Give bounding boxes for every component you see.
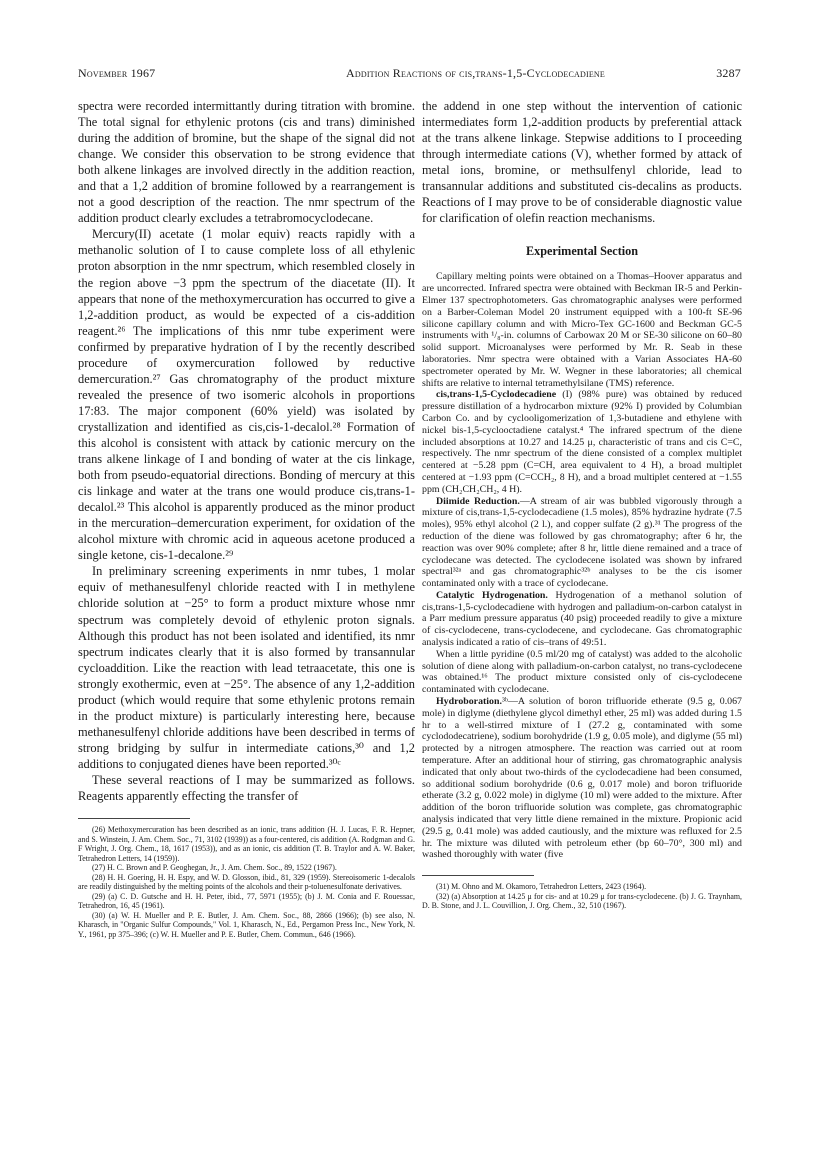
body-paragraph: the addend in one step without the intervention of cationic intermediates form 1,2-addition products by preferential attack at the trans alkene linkage. Stepwise additions to I proceeding through intermediate cations (V), whether formed by attack of metal ions, bromine, or methsulfenyl chloride, lead to transannular additions and substituted cis-decalins as products. Reactions of I may prove to be of considerable diagnostic value for clarification of olefin reaction mechanisms.: [422, 99, 742, 226]
footnote: (30) (a) W. H. Mueller and P. E. Butler, J. Am. Chem. Soc., 88, 2866 (1966); (b) see also, N. Kharasch, in "Organic Sulfur Compounds," Vol. 1, Kharasch, N., Ed., Pergamon Press Inc., New York, N. Y., 1961, pp 375–396; (c) W. H. Mueller and P. E. Butler, Chem. Commun., 646 (1966).: [78, 910, 415, 939]
paragraph-text: —A stream of air was bubbled vigorously through a mixture of cis,trans-1,5-cyclodecadiene (1.5 moles), 85% hydrazine hydrate (7.5 moles), 95% ethyl alcohol (2 l.), and copper sulfate (2 g).³¹ The progress of the reduction of the diene was followed by gas chromatography; after 6 hr, the reaction was over 90% complete; after 8 hr, little diene remained and a trace of cyclodecane was detected. The cyclodecene isolated was shown by infrared spectral³²ᵃ and gas chromatographic³²ᵇ analyses to be the cis isomer contaminated only with a trace of cyclodecane.: [422, 495, 742, 590]
footnote: (31) M. Ohno and M. Okamoro, Tetrahedron Letters, 2423 (1964).: [436, 882, 647, 892]
paragraph-heading: Diimide Reduction.: [436, 495, 520, 507]
right-column: [422, 98, 742, 911]
experimental-paragraph: Capillary melting points were obtained on a Thomas–Hoover apparatus and are uncorrected. Infrared spectra were obtained with Beckman IR-5 and Perkin-Elmer 137 spectrophotometers. Gas chromatographic analyses were performed on a Barber-Coleman Model 20 instrument equipped with a 100-ft SE-96 silicone capillary column and with Micro-Tex GC-1600 and Beckman GC-5 instruments with ¹/₈-in. columns of Carbowax 20 M or SE-30 silicone on 60–80 solid support. Microanalyses were performed by Mr. R. Seab in these laboratories. Nmr spectra were obtained with a Varian Associates HA-60 spectrometer operated by Mr. W. Wegner in these laboratories; all chemical shifts are relative to internal tetramethylsilane (TMS) reference.: [422, 271, 742, 389]
footnote: (29) (a) C. D. Gutsche and H. H. Peter, ibid., 77, 5971 (1955); (b) J. M. Conia and F. Rouessac, Tetrahedron, 16, 45 (1961).: [78, 891, 415, 911]
paragraph-text: (I) (98% pure) was obtained by reduced pressure distillation of a hydrocarbon mixture (92% I) provided by Columbian Carbon Co. and by cyclooligomerization of 1,3-butadiene and ethylene with nickel bis-1,5-cyclooctadiene catalyst.⁴ The infrared spectrum of the diene included absorptions at 10.27 and 14.25 μ, characteristic of trans and cis C=C, respectively. The nmr spectrum of the diene consisted of a complex multiplet centered at −5.28 ppm (C=CH, area equivalent to 4 H), a broad multiplet centered at −1.93 ppm (C=CCH₂, 8 H), and a broad multiplet centered at −1.55 ppm (CH₂CH₂CH₂, 4 H).: [422, 389, 742, 495]
experimental-paragraph: [422, 696, 742, 861]
paragraph-heading: Catalytic Hydrogenation.: [436, 589, 548, 601]
experimental-paragraph: [422, 389, 742, 495]
header-date: November 1967: [78, 66, 156, 80]
header-title: Addition Reactions of cis,trans-1,5-Cyclodecadiene: [346, 66, 605, 80]
footnote: (28) H. H. Goering, H. H. Espy, and W. D. Glosson, ibid., 81, 329 (1959). Stereoisomeric 1-decalols are readily distinguished by the melting points of the alcohols and their p-toluenesulfonate derivatives.: [78, 872, 415, 892]
body-paragraph: These several reactions of I may be summarized as follows. Reagents apparently effecting the transfer of: [78, 772, 415, 804]
footnote: (26) Methoxymercuration has been described as an ionic, trans addition (H. J. Lucas, F. R. Hepner, and S. Winstein, J. Am. Chem. Soc., 71, 3102 (1939)) as a four-centered, cis addition (A. Rodgman and G. F Wright, J. Org. Chem., 18, 1617 (1953)), and as an ionic, cis addition (T. B. Traylor and A. W. Baker, Tetrahedron Letters, 14 (1959)).: [78, 825, 415, 863]
footnote: (32) (a) Absorption at 14.25 μ for cis- and at 10.29 μ for trans-cyclodecene. (b) J. G. Traynham, D. B. Stone, and J. L. Couvillion, J. Org. Chem., 32, 510 (1967).: [422, 891, 742, 911]
page-number: 3287: [716, 66, 741, 80]
experimental-paragraph: When a little pyridine (0.5 ml/20 mg of catalyst) was added to the alcoholic solution of diene along with palladium-on-carbon catalyst, no trans-cyclodecene was obtained.¹⁶ The product mixture consisted only of cis-cyclodecene contaminated with cyclodecane.: [422, 648, 742, 696]
paragraph-text: Hydrogenation of a methanol solution of cis,trans-1,5-cyclodecadiene with hydrogen and palladium-on-carbon catalyst in a Parr medium pressure apparatus (40 psig) proceeded readily to give a mixture of cis-cyclodecene, trans-cyclodecene, and cyclodecane. Gas chromatographic analysis indicated a ratio of cis–trans of 49:51.: [422, 589, 742, 649]
left-column: [78, 98, 415, 939]
experimental-paragraph: [422, 590, 742, 649]
paragraph-text: ³ᵇ—A solution of boron trifluoride etherate (9.5 g, 0.067 mole) in diglyme (diethylene glycol dimethyl ether, 25 ml) was added during 1.5 hr to a well-stirred mixture of I (27.2 g, contaminated with some cyclododecatriene), sodium borohydride (1.9 g, 0.05 mole), and diglyme (55 ml) protected by a nitrogen atmosphere. The reaction was carried out at room temperature. After an additional hour of stirring, gas chromatographic analysis indicated that only about two-thirds of the cyclodecadiene had been consumed, so additional sodium borohydride (0.6 g, 0.017 mole) and boron trifluoride etherate (3.2 g, 0.022 mole) in diglyme (10 ml) were added to the mixture. After addition of the boron trifluoride solution was complete, gas chromatographic analysis indicated that very little diene remained in the mixture. Propionic acid (29.5 g, 0.41 mole) was added cautiously, and the mixture was refluxed for 2.5 hr. The mixture was diluted with petroleum ether (bp 60–70°, 300 ml) and washed thoroughly with water (five: [422, 696, 742, 861]
paragraph-heading: cis,trans-1,5-Cyclodecadiene: [436, 389, 557, 401]
body-paragraph: Mercury(II) acetate (1 molar equiv) reacts rapidly with a methanolic solution of I to cause complete loss of all ethylenic proton absorption in the nmr spectrum, which resembled closely in the region above −3 ppm the spectrum of the diacetate (II). It appears that none of the methoxymercuration has occurred to give a 1,2-addition product, as would be expected of a cis-addition reagent.²⁶ The implications of this nmr tube experiment were confirmed by preparative hydration of I by the recently described procedure of oxymercuration followed by reductive demercuration.²⁷ Gas chromatography of the product mixture revealed the presence of two isomeric alcohols in proportions 17:83. The major component (60% yield) was isolated by crystallization and identified as cis,cis-1-decalol.²⁸ Formation of this alcohol is consistent with attack by cationic mercury on the trans alkene linkage of I and bonding of water at the cis linkage, both from pseudo-equatorial directions. Bonding of mercury at this cis linkage and water at the trans one would produce cis,trans-1-decalol.²³ This alcohol is apparently produced as the minor product in the mercuration–demercuration experiment, for oxidation of the alcohol mixture with chromic acid in aqueous acetone produced a single ketone, cis-1-decalone.²⁹: [78, 227, 415, 563]
body-paragraph: In preliminary screening experiments in nmr tubes, 1 molar equiv of methanesulfenyl chloride reacted with I in methylene chloride solution at −25° to form a product mixture whose nmr spectrum was completely devoid of ethylenic proton signals. Although this product has not been isolated and identified, its nmr spectrum indicates clearly that it is also formed by transannular cycloaddition. Like the reaction with lead tetraacetate, this one is strongly exothermic, even at −25°. The absence of any 1,2-addition product (which would require that some ethylenic protons remain in the product mixture) is particularly interesting here, because methanesulfenyl chloride additions have been described in terms of strong bridging by sulfur in intermediate cations,³⁰ and 1,2 additions to conjugated dienes have been reported.³⁰ᶜ: [78, 564, 415, 771]
experimental-paragraph: [422, 496, 742, 590]
footnote: (27) H. C. Brown and P. Geoghegan, Jr., J. Am. Chem. Soc., 89, 1522 (1967).: [92, 863, 337, 873]
running-header: [78, 66, 741, 84]
footnote-rule: [422, 875, 534, 876]
section-heading: Experimental Section: [525, 244, 639, 259]
footnote-rule: [78, 818, 190, 819]
paragraph-heading: Hydroboration.: [436, 696, 502, 708]
body-paragraph: spectra were recorded intermittantly during titration with bromine. The total signal for ethylenic protons (cis and trans) diminished during the addition of bromine, but the shape of the signal did not change. We consider this observation to be strong evidence that both alkene linkages are involved directly in the addition reaction, and that a 1,2 addition of bromine followed by a rearrangement is not a good description of the reaction. The nmr spectrum of the addition product clearly excludes a tetrabromocyclodecane.: [78, 99, 415, 226]
